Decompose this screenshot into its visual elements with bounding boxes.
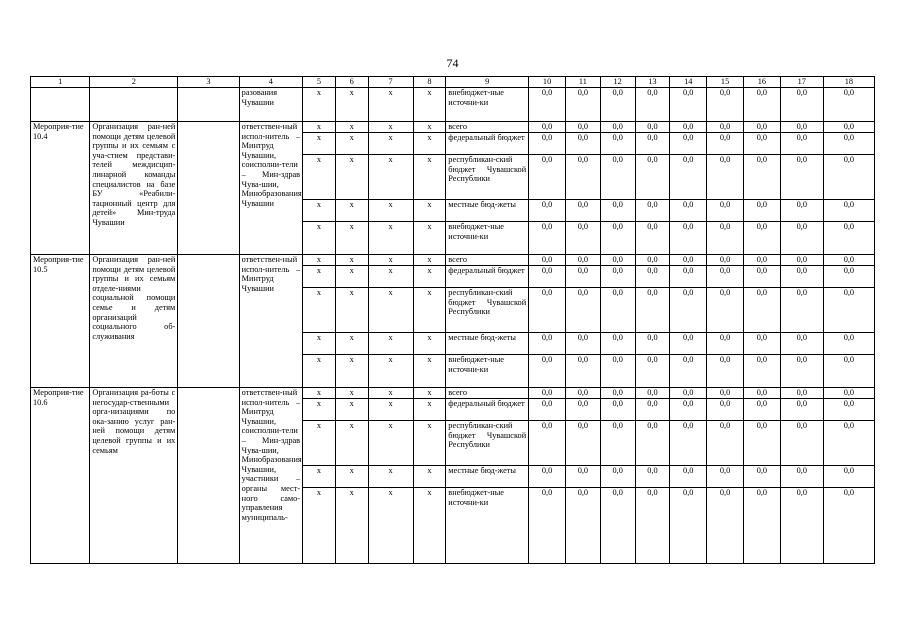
page-number: 74 bbox=[446, 56, 459, 70]
cell-value: 0,0 bbox=[707, 399, 744, 421]
cell-code: x bbox=[335, 421, 368, 466]
cell-code: x bbox=[413, 222, 446, 255]
cell-value: 0,0 bbox=[743, 200, 780, 222]
cell-value: 0,0 bbox=[780, 155, 823, 200]
column-header: 11 bbox=[565, 77, 600, 88]
cell-value: 0,0 bbox=[743, 266, 780, 288]
cell-value: 0,0 bbox=[529, 466, 566, 488]
cell-value: 0,0 bbox=[707, 255, 744, 266]
header-row bbox=[31, 77, 875, 88]
cell-value: 0,0 bbox=[565, 333, 600, 355]
cell-value: 0,0 bbox=[780, 222, 823, 255]
cell-value: 0,0 bbox=[529, 122, 566, 133]
cell-value: 0,0 bbox=[565, 421, 600, 466]
cell-value: 0,0 bbox=[780, 355, 823, 388]
cell-value: 0,0 bbox=[635, 266, 670, 288]
table-row bbox=[31, 388, 875, 399]
cell-value: 0,0 bbox=[600, 200, 635, 222]
cell-value: 0,0 bbox=[600, 355, 635, 388]
cell-value: 0,0 bbox=[635, 355, 670, 388]
cell-value: 0,0 bbox=[565, 88, 600, 122]
table-row bbox=[31, 88, 875, 122]
cell-code: x bbox=[413, 466, 446, 488]
column-header: 15 bbox=[707, 77, 744, 88]
column-header: 10 bbox=[529, 77, 566, 88]
cell-col3 bbox=[178, 122, 239, 255]
cell-value: 0,0 bbox=[529, 355, 566, 388]
cell-value: 0,0 bbox=[529, 288, 566, 333]
cell-value: 0,0 bbox=[743, 355, 780, 388]
cell-value: 0,0 bbox=[823, 288, 874, 333]
cell-code: x bbox=[303, 288, 336, 333]
cell-value: 0,0 bbox=[635, 200, 670, 222]
cell-code: x bbox=[303, 388, 336, 399]
cell-code: x bbox=[335, 255, 368, 266]
cell-value: 0,0 bbox=[565, 133, 600, 155]
cell-value: 0,0 bbox=[635, 421, 670, 466]
cell-code: x bbox=[413, 200, 446, 222]
cell-code: x bbox=[303, 399, 336, 421]
column-header: 1 bbox=[31, 77, 90, 88]
cell-value: 0,0 bbox=[600, 333, 635, 355]
cell-value: 0,0 bbox=[743, 333, 780, 355]
cell-value: 0,0 bbox=[529, 399, 566, 421]
cell-code: x bbox=[368, 333, 413, 355]
cell-value: 0,0 bbox=[565, 488, 600, 564]
column-header: 6 bbox=[335, 77, 368, 88]
cell-value: 0,0 bbox=[565, 355, 600, 388]
cell-value: 0,0 bbox=[670, 88, 707, 122]
cell-executor: разования Чувашии bbox=[239, 88, 302, 122]
cell-code: x bbox=[303, 200, 336, 222]
cell-code: x bbox=[368, 355, 413, 388]
cell-value: 0,0 bbox=[823, 388, 874, 399]
cell-value: 0,0 bbox=[635, 133, 670, 155]
cell-value: 0,0 bbox=[823, 466, 874, 488]
cell-executor: ответствен-ный испол-нитель – Минтруд Чувашии bbox=[239, 255, 302, 388]
cell-value: 0,0 bbox=[600, 288, 635, 333]
cell-code: x bbox=[413, 266, 446, 288]
column-header: 18 bbox=[823, 77, 874, 88]
cell-code: x bbox=[335, 266, 368, 288]
cell-value: 0,0 bbox=[670, 266, 707, 288]
cell-value: 0,0 bbox=[823, 266, 874, 288]
cell-code: x bbox=[368, 466, 413, 488]
cell-value: 0,0 bbox=[635, 155, 670, 200]
cell-name: Организация ран-ней помощи детям целевой группы и их семьям отделе-ниями социальной помощи семье и детям организаций социального об-служивания bbox=[90, 255, 178, 388]
cell-value: 0,0 bbox=[743, 255, 780, 266]
cell-value: 0,0 bbox=[600, 222, 635, 255]
cell-col3 bbox=[178, 388, 239, 564]
cell-code: x bbox=[335, 388, 368, 399]
cell-value: 0,0 bbox=[707, 355, 744, 388]
cell-value: 0,0 bbox=[670, 222, 707, 255]
cell-value: 0,0 bbox=[529, 388, 566, 399]
cell-value: 0,0 bbox=[823, 355, 874, 388]
cell-value: 0,0 bbox=[565, 255, 600, 266]
cell-source: федеральный бюджет bbox=[446, 266, 529, 288]
cell-code: x bbox=[303, 155, 336, 200]
cell-event: Мероприя-тие 10.6 bbox=[31, 388, 90, 564]
cell-value: 0,0 bbox=[565, 155, 600, 200]
cell-code: x bbox=[303, 488, 336, 564]
cell-value: 0,0 bbox=[635, 88, 670, 122]
cell-code: x bbox=[368, 122, 413, 133]
cell-value: 0,0 bbox=[600, 388, 635, 399]
cell-value: 0,0 bbox=[635, 388, 670, 399]
cell-code: x bbox=[413, 133, 446, 155]
cell-source: местные бюд-жеты bbox=[446, 333, 529, 355]
cell-value: 0,0 bbox=[600, 466, 635, 488]
cell-code: x bbox=[368, 133, 413, 155]
cell-value: 0,0 bbox=[780, 255, 823, 266]
cell-value: 0,0 bbox=[823, 200, 874, 222]
cell-source: федеральный бюджет bbox=[446, 133, 529, 155]
cell-value: 0,0 bbox=[600, 88, 635, 122]
cell-code: x bbox=[413, 399, 446, 421]
cell-code: x bbox=[368, 488, 413, 564]
cell-event: Мероприя-тие 10.5 bbox=[31, 255, 90, 388]
cell-value: 0,0 bbox=[743, 466, 780, 488]
cell-executor: ответствен-ный испол-нитель – Минтруд Чувашии, соисполни-тели – Мин-здрав Чува-шии, Минобразования Чувашии, участники – органы мест-ного само-управления муниципаль- bbox=[239, 388, 302, 564]
cell-code: x bbox=[303, 255, 336, 266]
cell-code: x bbox=[335, 122, 368, 133]
cell-value: 0,0 bbox=[670, 488, 707, 564]
cell-code: x bbox=[413, 88, 446, 122]
cell-value: 0,0 bbox=[600, 155, 635, 200]
cell-value: 0,0 bbox=[529, 88, 566, 122]
cell-code: x bbox=[368, 200, 413, 222]
cell-code: x bbox=[303, 466, 336, 488]
cell-value: 0,0 bbox=[565, 200, 600, 222]
cell-source: республикан-ский бюджет Чувашской Республики bbox=[446, 421, 529, 466]
cell-value: 0,0 bbox=[743, 288, 780, 333]
cell-source: республикан-ский бюджет Чувашской Республики bbox=[446, 155, 529, 200]
cell-code: x bbox=[335, 155, 368, 200]
cell-code: x bbox=[368, 222, 413, 255]
cell-value: 0,0 bbox=[707, 133, 744, 155]
cell-name bbox=[90, 88, 178, 122]
cell-value: 0,0 bbox=[600, 266, 635, 288]
column-header: 5 bbox=[303, 77, 336, 88]
cell-source: местные бюд-жеты bbox=[446, 466, 529, 488]
cell-code: x bbox=[303, 355, 336, 388]
cell-value: 0,0 bbox=[780, 266, 823, 288]
cell-value: 0,0 bbox=[780, 399, 823, 421]
cell-value: 0,0 bbox=[635, 466, 670, 488]
cell-value: 0,0 bbox=[780, 333, 823, 355]
cell-value: 0,0 bbox=[600, 399, 635, 421]
cell-source: внебюджет-ные источни-ки bbox=[446, 488, 529, 564]
cell-value: 0,0 bbox=[635, 255, 670, 266]
cell-value: 0,0 bbox=[635, 288, 670, 333]
cell-value: 0,0 bbox=[600, 488, 635, 564]
cell-value: 0,0 bbox=[707, 122, 744, 133]
cell-value: 0,0 bbox=[743, 488, 780, 564]
cell-value: 0,0 bbox=[707, 266, 744, 288]
cell-value: 0,0 bbox=[670, 288, 707, 333]
cell-value: 0,0 bbox=[780, 466, 823, 488]
column-header: 2 bbox=[90, 77, 178, 88]
cell-value: 0,0 bbox=[529, 266, 566, 288]
cell-value: 0,0 bbox=[707, 388, 744, 399]
cell-event bbox=[31, 88, 90, 122]
cell-value: 0,0 bbox=[670, 133, 707, 155]
cell-code: x bbox=[413, 333, 446, 355]
cell-value: 0,0 bbox=[529, 333, 566, 355]
cell-value: 0,0 bbox=[670, 200, 707, 222]
column-header: 7 bbox=[368, 77, 413, 88]
cell-value: 0,0 bbox=[565, 399, 600, 421]
cell-value: 0,0 bbox=[743, 122, 780, 133]
cell-code: x bbox=[413, 255, 446, 266]
cell-value: 0,0 bbox=[670, 466, 707, 488]
cell-value: 0,0 bbox=[823, 255, 874, 266]
cell-source: федеральный бюджет bbox=[446, 399, 529, 421]
cell-code: x bbox=[303, 266, 336, 288]
cell-value: 0,0 bbox=[707, 88, 744, 122]
cell-value: 0,0 bbox=[780, 288, 823, 333]
cell-value: 0,0 bbox=[823, 399, 874, 421]
cell-col3 bbox=[178, 88, 239, 122]
cell-value: 0,0 bbox=[565, 222, 600, 255]
cell-value: 0,0 bbox=[780, 421, 823, 466]
cell-code: x bbox=[335, 200, 368, 222]
cell-code: x bbox=[413, 155, 446, 200]
cell-value: 0,0 bbox=[780, 488, 823, 564]
cell-code: x bbox=[303, 222, 336, 255]
cell-value: 0,0 bbox=[707, 421, 744, 466]
cell-value: 0,0 bbox=[670, 355, 707, 388]
cell-value: 0,0 bbox=[707, 333, 744, 355]
table-row bbox=[31, 122, 875, 133]
cell-event: Мероприя-тие 10.4 bbox=[31, 122, 90, 255]
cell-value: 0,0 bbox=[635, 222, 670, 255]
cell-value: 0,0 bbox=[707, 200, 744, 222]
cell-value: 0,0 bbox=[670, 333, 707, 355]
cell-executor: ответствен-ный испол-нитель – Минтруд Чувашии, соисполни-тели – Мин-здрав Чува-шии, Минобразования Чувашии bbox=[239, 122, 302, 255]
cell-value: 0,0 bbox=[780, 200, 823, 222]
cell-value: 0,0 bbox=[707, 155, 744, 200]
cell-code: x bbox=[368, 255, 413, 266]
column-header: 8 bbox=[413, 77, 446, 88]
cell-source: всего bbox=[446, 122, 529, 133]
cell-value: 0,0 bbox=[823, 122, 874, 133]
cell-value: 0,0 bbox=[780, 88, 823, 122]
cell-value: 0,0 bbox=[635, 333, 670, 355]
cell-value: 0,0 bbox=[670, 122, 707, 133]
cell-value: 0,0 bbox=[565, 466, 600, 488]
cell-code: x bbox=[413, 388, 446, 399]
cell-value: 0,0 bbox=[529, 133, 566, 155]
cell-code: x bbox=[335, 399, 368, 421]
cell-value: 0,0 bbox=[743, 155, 780, 200]
cell-value: 0,0 bbox=[600, 421, 635, 466]
cell-code: x bbox=[368, 421, 413, 466]
cell-value: 0,0 bbox=[707, 222, 744, 255]
cell-source: внебюджет-ные источни-ки bbox=[446, 222, 529, 255]
cell-value: 0,0 bbox=[670, 255, 707, 266]
cell-code: x bbox=[335, 355, 368, 388]
cell-value: 0,0 bbox=[600, 133, 635, 155]
cell-value: 0,0 bbox=[743, 88, 780, 122]
cell-code: x bbox=[368, 88, 413, 122]
cell-code: x bbox=[368, 288, 413, 333]
cell-code: x bbox=[413, 288, 446, 333]
cell-col3 bbox=[178, 255, 239, 388]
cell-value: 0,0 bbox=[707, 466, 744, 488]
cell-value: 0,0 bbox=[707, 288, 744, 333]
column-header: 13 bbox=[635, 77, 670, 88]
cell-value: 0,0 bbox=[565, 388, 600, 399]
cell-value: 0,0 bbox=[823, 488, 874, 564]
column-header: 17 bbox=[780, 77, 823, 88]
cell-code: x bbox=[335, 222, 368, 255]
cell-value: 0,0 bbox=[743, 133, 780, 155]
cell-code: x bbox=[413, 421, 446, 466]
cell-name: Организация ран-ней помощи детям целевой группы и их семьям с уча-стием представи-телей междисцип-линарной команды специалистов на базе БУ «Реабили-тационный центр для детей» Мин-труда Чувашии bbox=[90, 122, 178, 255]
cell-name: Организация ра-боты с негосудар-ственными орга-низациями по ока-занию услуг ран-ней помощи детям целевой группы и их семьям bbox=[90, 388, 178, 564]
cell-value: 0,0 bbox=[780, 133, 823, 155]
cell-value: 0,0 bbox=[600, 255, 635, 266]
cell-value: 0,0 bbox=[707, 488, 744, 564]
column-header: 4 bbox=[239, 77, 302, 88]
cell-value: 0,0 bbox=[780, 122, 823, 133]
table-body bbox=[31, 88, 875, 564]
cell-code: x bbox=[413, 488, 446, 564]
cell-value: 0,0 bbox=[743, 388, 780, 399]
cell-value: 0,0 bbox=[823, 133, 874, 155]
cell-code: x bbox=[368, 399, 413, 421]
cell-source: республикан-ский бюджет Чувашской Республики bbox=[446, 288, 529, 333]
budget-table bbox=[30, 76, 875, 564]
cell-code: x bbox=[413, 355, 446, 388]
cell-value: 0,0 bbox=[529, 488, 566, 564]
column-header: 3 bbox=[178, 77, 239, 88]
cell-value: 0,0 bbox=[565, 122, 600, 133]
cell-value: 0,0 bbox=[743, 222, 780, 255]
cell-value: 0,0 bbox=[600, 122, 635, 133]
cell-source: местные бюд-жеты bbox=[446, 200, 529, 222]
cell-value: 0,0 bbox=[670, 155, 707, 200]
cell-code: x bbox=[368, 388, 413, 399]
cell-code: x bbox=[303, 133, 336, 155]
cell-code: x bbox=[303, 333, 336, 355]
cell-value: 0,0 bbox=[823, 421, 874, 466]
column-header: 16 bbox=[743, 77, 780, 88]
cell-value: 0,0 bbox=[529, 200, 566, 222]
cell-value: 0,0 bbox=[529, 155, 566, 200]
cell-source: внебюджет-ные источни-ки bbox=[446, 88, 529, 122]
cell-code: x bbox=[335, 88, 368, 122]
column-header: 12 bbox=[600, 77, 635, 88]
cell-value: 0,0 bbox=[565, 288, 600, 333]
cell-value: 0,0 bbox=[529, 255, 566, 266]
cell-code: x bbox=[335, 288, 368, 333]
cell-value: 0,0 bbox=[529, 421, 566, 466]
cell-value: 0,0 bbox=[635, 122, 670, 133]
cell-code: x bbox=[335, 488, 368, 564]
cell-code: x bbox=[335, 466, 368, 488]
cell-source: всего bbox=[446, 388, 529, 399]
cell-value: 0,0 bbox=[635, 399, 670, 421]
cell-value: 0,0 bbox=[529, 222, 566, 255]
cell-code: x bbox=[303, 122, 336, 133]
cell-value: 0,0 bbox=[823, 155, 874, 200]
cell-code: x bbox=[335, 133, 368, 155]
cell-value: 0,0 bbox=[670, 421, 707, 466]
column-header: 14 bbox=[670, 77, 707, 88]
cell-code: x bbox=[303, 421, 336, 466]
cell-code: x bbox=[335, 333, 368, 355]
cell-value: 0,0 bbox=[743, 399, 780, 421]
cell-value: 0,0 bbox=[565, 266, 600, 288]
cell-code: x bbox=[368, 266, 413, 288]
cell-value: 0,0 bbox=[670, 388, 707, 399]
cell-value: 0,0 bbox=[743, 421, 780, 466]
cell-value: 0,0 bbox=[780, 388, 823, 399]
cell-source: всего bbox=[446, 255, 529, 266]
column-header: 9 bbox=[446, 77, 529, 88]
cell-code: x bbox=[413, 122, 446, 133]
cell-value: 0,0 bbox=[823, 222, 874, 255]
cell-value: 0,0 bbox=[670, 399, 707, 421]
cell-value: 0,0 bbox=[823, 333, 874, 355]
cell-value: 0,0 bbox=[635, 488, 670, 564]
cell-code: x bbox=[303, 88, 336, 122]
cell-code: x bbox=[368, 155, 413, 200]
cell-source: внебюджет-ные источни-ки bbox=[446, 355, 529, 388]
cell-value: 0,0 bbox=[823, 88, 874, 122]
table-row bbox=[31, 255, 875, 266]
